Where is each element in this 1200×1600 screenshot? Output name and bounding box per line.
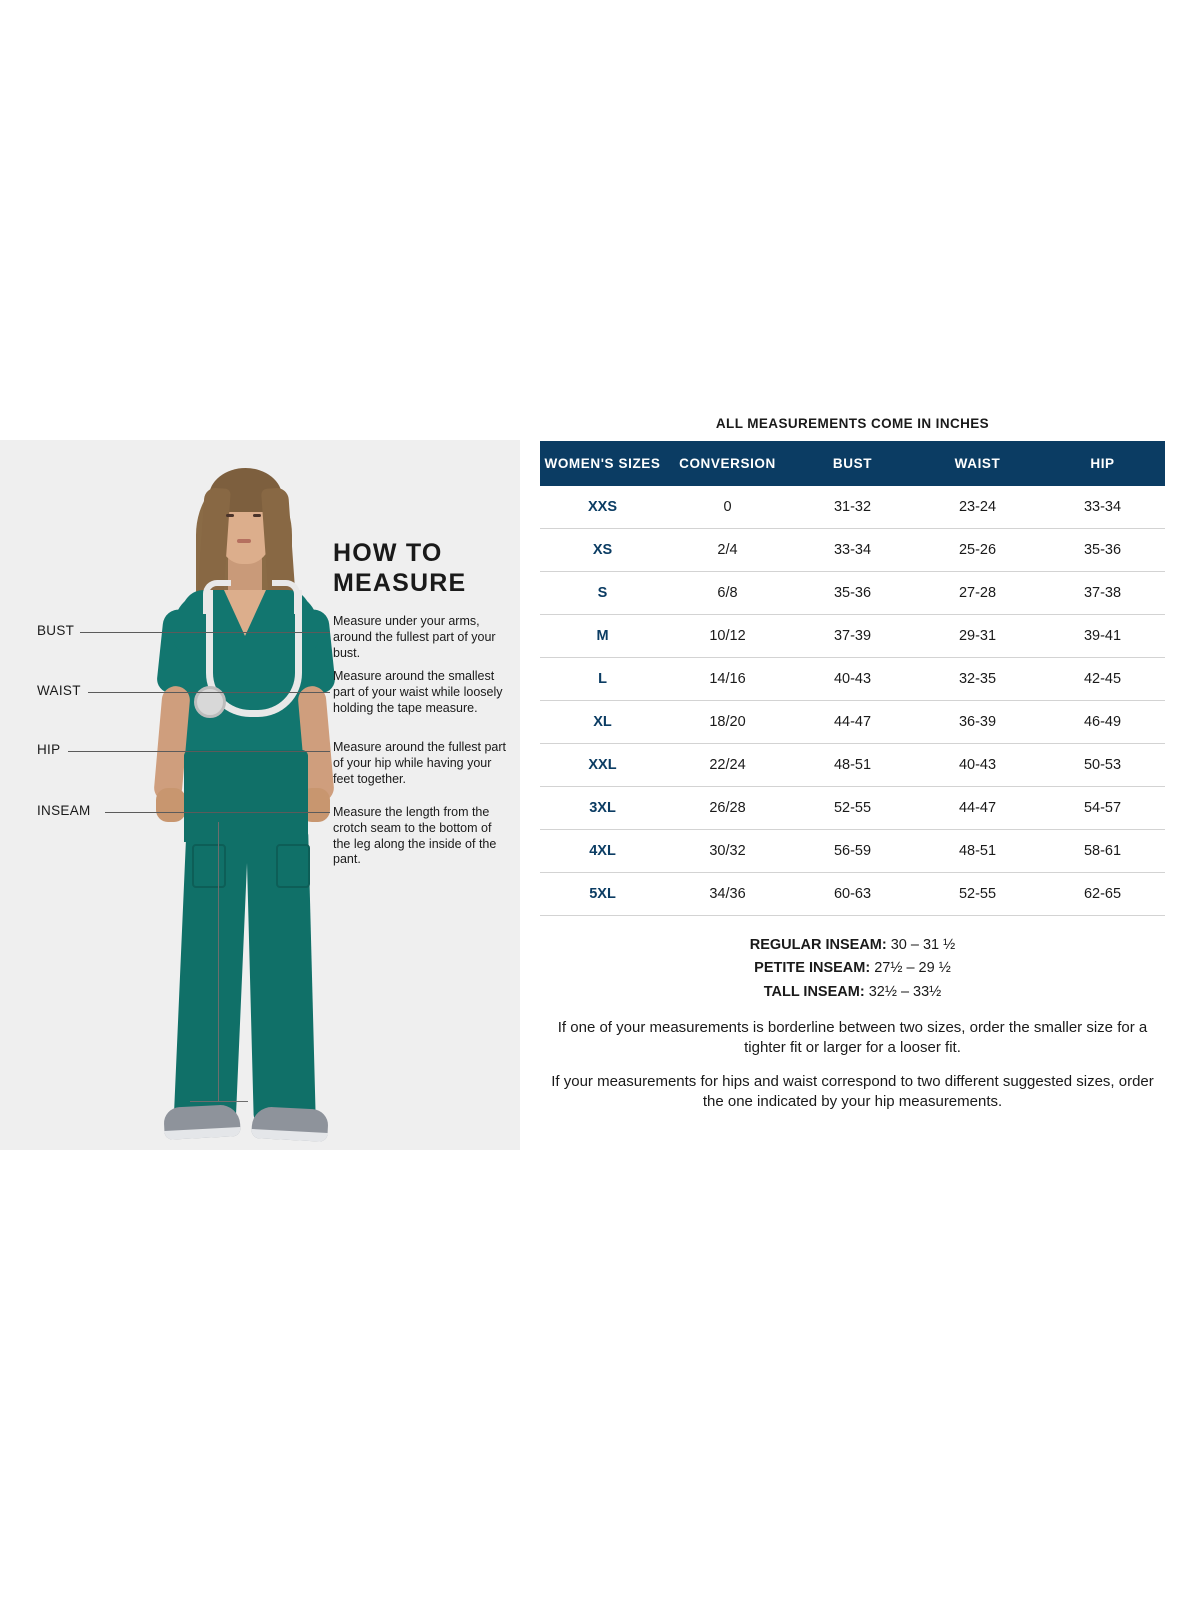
cell-hip: 33-34 <box>1040 486 1165 529</box>
inseam-regular-value: 30 – 31 ½ <box>890 937 956 953</box>
cell-size: 5XL <box>540 873 665 916</box>
cell-bust: 52-55 <box>790 787 915 830</box>
cell-bust: 37-39 <box>790 615 915 658</box>
table-row <box>540 486 1165 529</box>
how-to-measure-title-line2: MEASURE <box>333 569 467 597</box>
cell-conversion: 34/36 <box>665 873 790 916</box>
cell-size: 3XL <box>540 787 665 830</box>
cell-size: XL <box>540 701 665 744</box>
cell-bust: 31-32 <box>790 486 915 529</box>
measure-note-bust: Measure under your arms, around the fullest part of your bust. <box>333 614 496 660</box>
table-row <box>540 572 1165 615</box>
cell-waist: 36-39 <box>915 701 1040 744</box>
cell-hip: 50-53 <box>1040 744 1165 787</box>
leader-line-inseam <box>105 812 330 813</box>
leader-line-waist <box>88 692 330 693</box>
inseam-bottom-tick <box>190 1101 248 1102</box>
inseam-tall-label: TALL INSEAM: <box>763 983 865 1000</box>
cell-waist: 48-51 <box>915 830 1040 873</box>
size-chart-table <box>540 441 1165 916</box>
column-header-conversion: CONVERSION <box>665 441 790 486</box>
inseam-petite-row <box>540 957 1165 980</box>
cell-waist: 29-31 <box>915 615 1040 658</box>
cell-waist: 23-24 <box>915 486 1040 529</box>
model-illustration <box>0 440 330 1150</box>
scrub-pants-waist <box>184 750 308 842</box>
cell-conversion: 18/20 <box>665 701 790 744</box>
cell-waist: 44-47 <box>915 787 1040 830</box>
cell-conversion: 26/28 <box>665 787 790 830</box>
how-to-measure-title <box>333 538 513 598</box>
measure-note-hip: Measure around the fullest part of your hip while having your feet together. <box>333 740 507 786</box>
cell-bust: 35-36 <box>790 572 915 615</box>
cell-size: S <box>540 572 665 615</box>
cell-conversion: 22/24 <box>665 744 790 787</box>
shoe-right <box>251 1106 329 1142</box>
leader-line-hip <box>68 751 330 752</box>
cell-conversion: 14/16 <box>665 658 790 701</box>
inseam-petite-label: PETITE INSEAM: <box>754 960 871 977</box>
cell-hip: 62-65 <box>1040 873 1165 916</box>
cell-hip: 42-45 <box>1040 658 1165 701</box>
cell-size: XXS <box>540 486 665 529</box>
cell-conversion: 30/32 <box>665 830 790 873</box>
sizing-note-hip-waist: If your measurements for hips and waist correspond to two different suggested sizes, order the one indicated by your hip measurements. <box>551 1073 1154 1111</box>
cell-hip: 37-38 <box>1040 572 1165 615</box>
table-row <box>540 787 1165 830</box>
size-chart-body <box>540 486 1165 916</box>
cell-bust: 48-51 <box>790 744 915 787</box>
cell-conversion: 6/8 <box>665 572 790 615</box>
model-eye-right <box>253 514 261 517</box>
inseam-petite-value: 27½ – 29 ½ <box>874 960 951 977</box>
cell-bust: 56-59 <box>790 830 915 873</box>
measure-label-hip: HIP <box>37 742 61 757</box>
cell-hip: 54-57 <box>1040 787 1165 830</box>
sizing-note-borderline: If one of your measurements is borderline between two sizes, order the smaller size for a tighter fit or larger for a looser fit. <box>557 1019 1148 1057</box>
cell-size: 4XL <box>540 830 665 873</box>
table-row <box>540 529 1165 572</box>
how-to-measure-title-line1: HOW TO <box>333 539 443 567</box>
cell-bust: 60-63 <box>790 873 915 916</box>
inseam-tall-value: 32½ – 33½ <box>868 983 942 1000</box>
cell-waist: 27-28 <box>915 572 1040 615</box>
cell-conversion: 0 <box>665 486 790 529</box>
cell-size: L <box>540 658 665 701</box>
pants-pocket-left <box>192 844 226 888</box>
measure-note-inseam: Measure the length from the crotch seam to the bottom of the leg along the inside of the pant. <box>333 805 497 867</box>
inseam-regular-label: REGULAR INSEAM: <box>749 937 887 953</box>
cell-waist: 52-55 <box>915 873 1040 916</box>
measure-label-waist: WAIST <box>37 683 81 698</box>
model-eye-left <box>226 514 234 517</box>
cell-hip: 58-61 <box>1040 830 1165 873</box>
cell-size: XS <box>540 529 665 572</box>
shoe-left <box>163 1104 241 1140</box>
how-to-measure-panel <box>0 440 520 1150</box>
column-header-sizes: WOMEN'S SIZES <box>540 441 665 486</box>
size-chart-section <box>540 416 1165 916</box>
cell-bust: 40-43 <box>790 658 915 701</box>
cell-conversion: 10/12 <box>665 615 790 658</box>
table-row <box>540 744 1165 787</box>
cell-bust: 44-47 <box>790 701 915 744</box>
measure-label-inseam: INSEAM <box>37 803 91 818</box>
column-header-bust: BUST <box>790 441 915 486</box>
measure-label-bust: BUST <box>37 623 75 638</box>
cell-size: M <box>540 615 665 658</box>
pants-pocket-right <box>276 844 310 888</box>
cell-bust: 33-34 <box>790 529 915 572</box>
leader-line-bust <box>80 632 330 633</box>
cell-waist: 25-26 <box>915 529 1040 572</box>
model-mouth <box>237 539 251 543</box>
size-chart-caption: ALL MEASUREMENTS COME IN INCHES <box>715 416 990 431</box>
table-row <box>540 701 1165 744</box>
cell-hip: 46-49 <box>1040 701 1165 744</box>
table-header-row <box>540 441 1165 486</box>
inseam-tall-row <box>540 981 1165 1004</box>
table-row <box>540 658 1165 701</box>
inseam-regular-row <box>540 934 1165 957</box>
column-header-hip: HIP <box>1040 441 1165 486</box>
cell-hip: 35-36 <box>1040 529 1165 572</box>
cell-hip: 39-41 <box>1040 615 1165 658</box>
cell-conversion: 2/4 <box>665 529 790 572</box>
inseam-info <box>540 934 1165 1004</box>
cell-waist: 32-35 <box>915 658 1040 701</box>
stethoscope-bell <box>194 686 226 718</box>
cell-size: XXL <box>540 744 665 787</box>
table-row <box>540 615 1165 658</box>
column-header-waist: WAIST <box>915 441 1040 486</box>
inseam-vertical-indicator <box>218 822 219 1102</box>
model-hand-left <box>156 788 186 822</box>
table-row <box>540 830 1165 873</box>
table-row <box>540 873 1165 916</box>
measure-note-waist: Measure around the smallest part of your waist while loosely holding the tape measure. <box>333 669 503 715</box>
cell-waist: 40-43 <box>915 744 1040 787</box>
